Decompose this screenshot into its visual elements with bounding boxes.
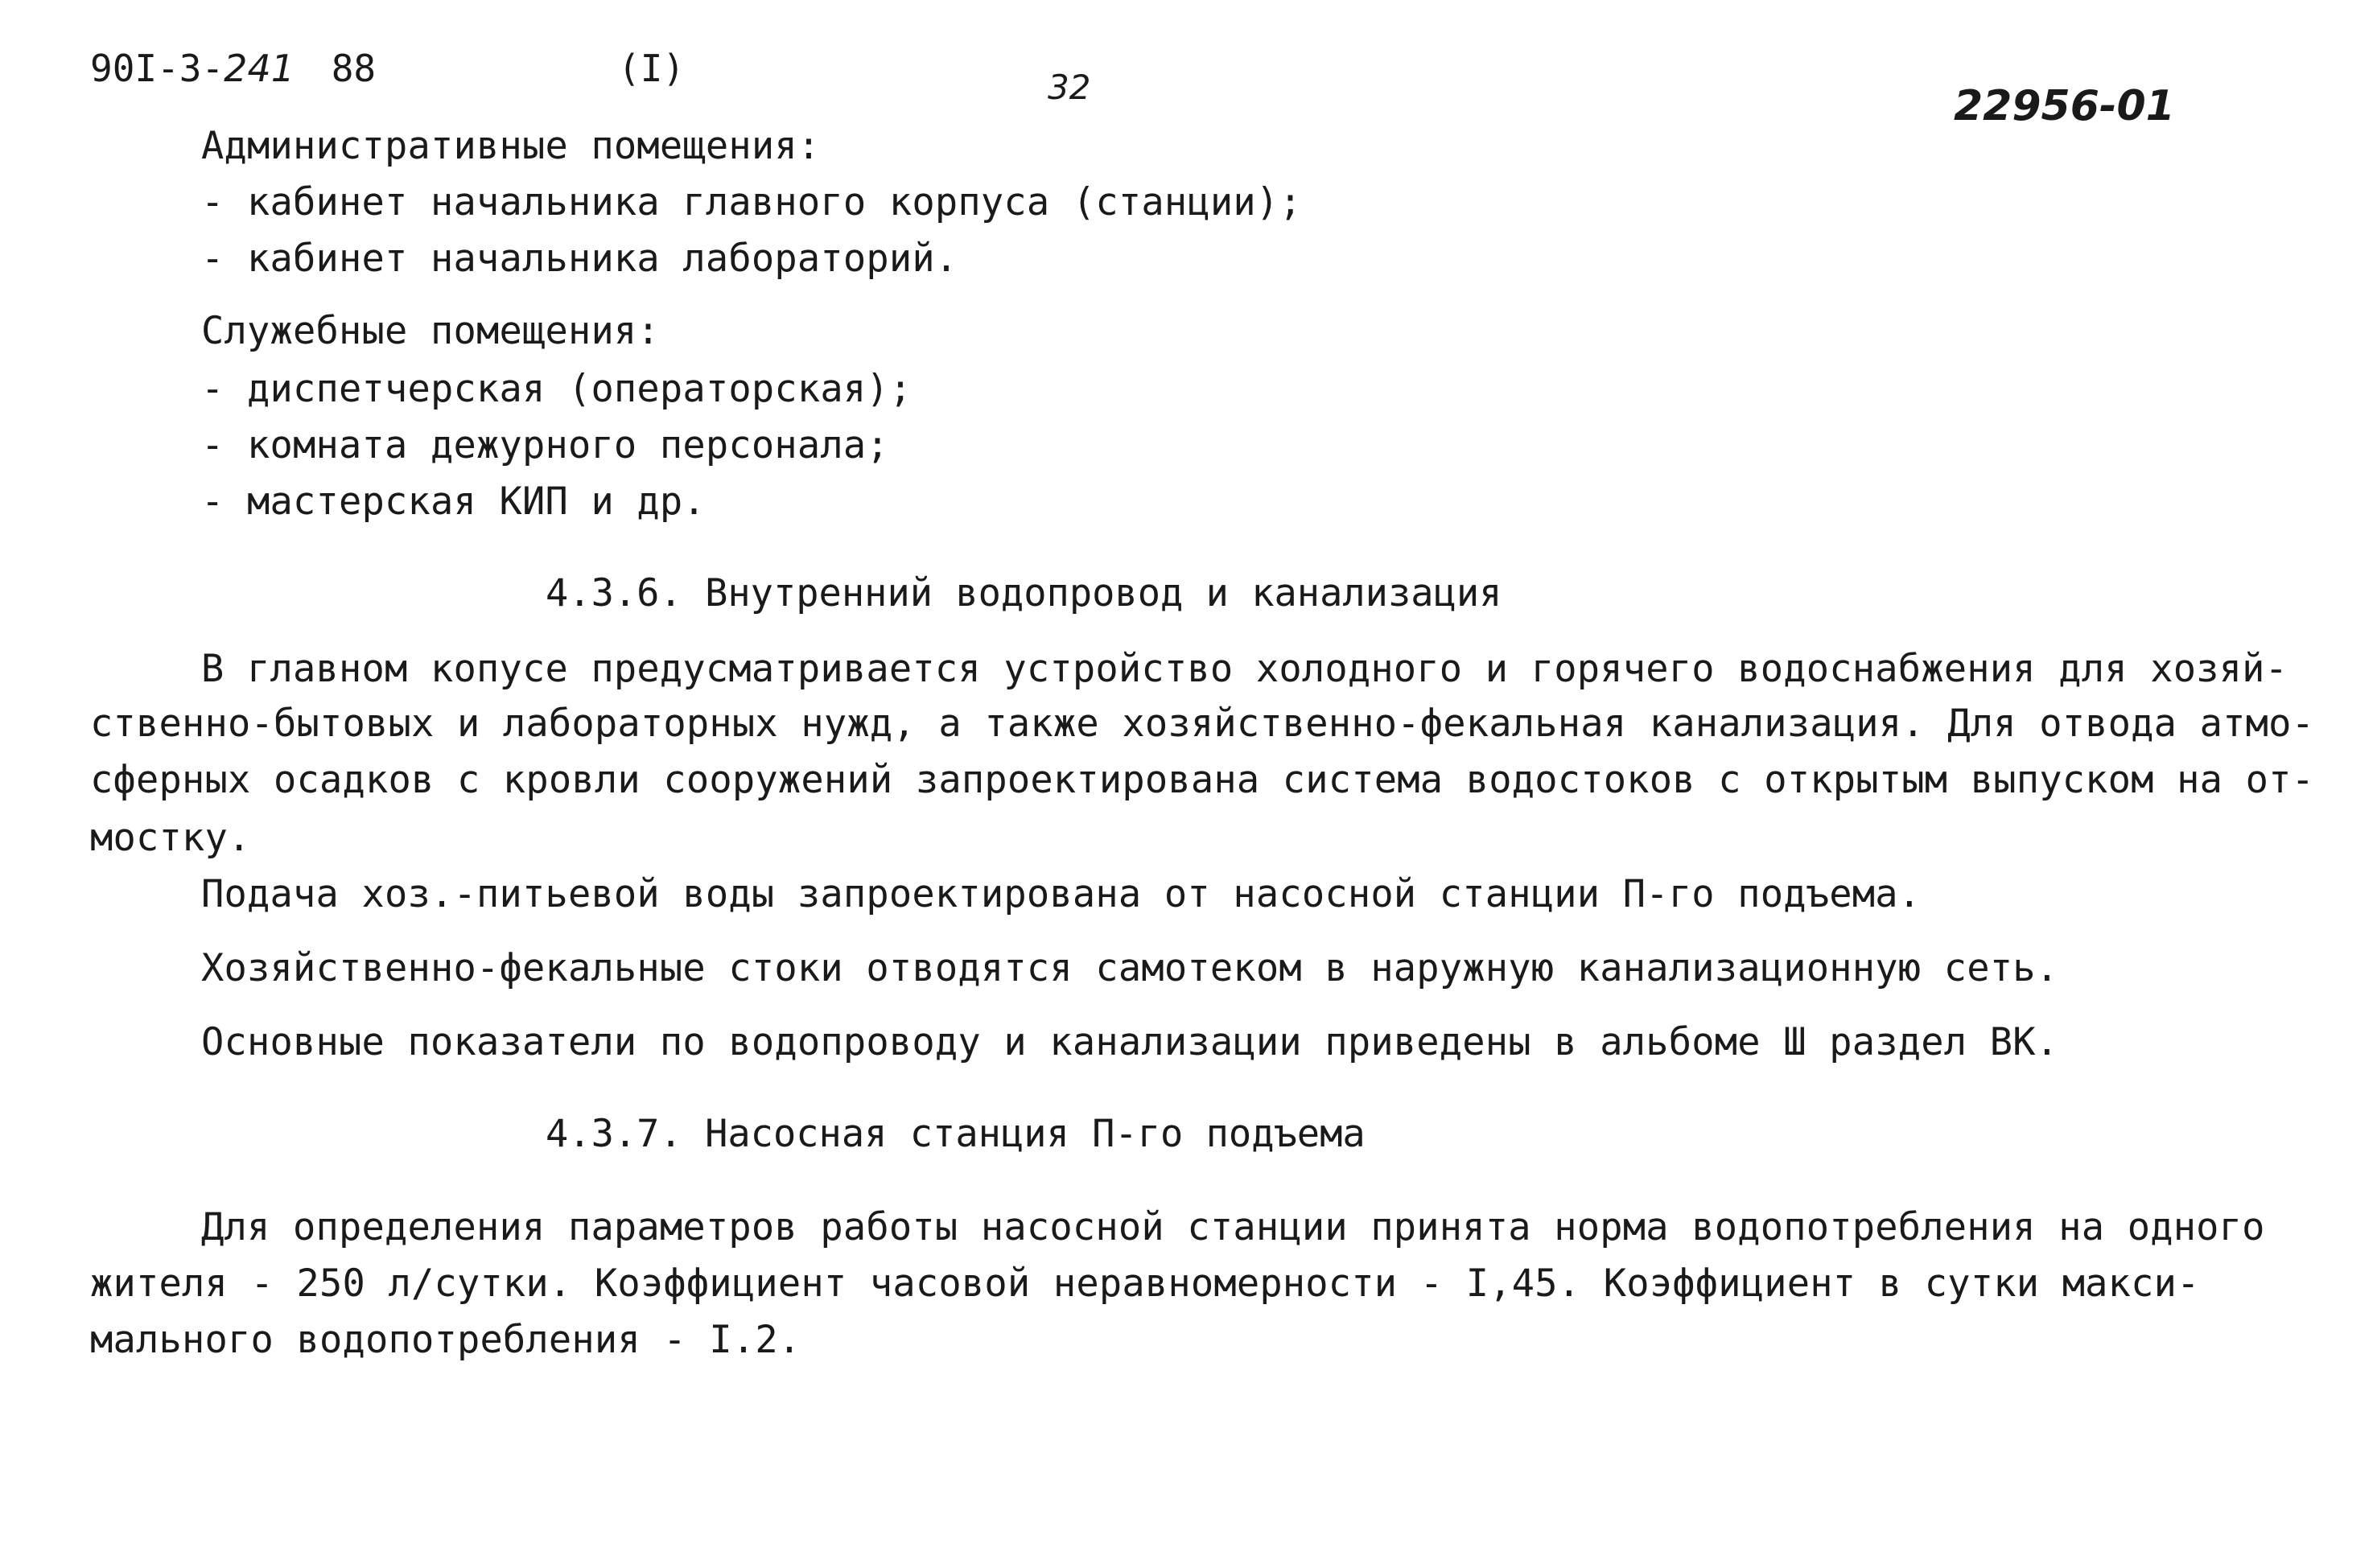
paragraph: Подача хоз.-питьевой воды запроектирована от насосной станции П-го подъема. [201, 872, 1922, 916]
service-room-item: - мастерская КИП и др. [201, 479, 706, 524]
paragraph-line: мостку. [90, 816, 251, 860]
section-heading-436: 4.3.6. Внутренний водопровод и канализация [546, 571, 1502, 615]
document-code [90, 47, 377, 90]
paragraph: Хозяйственно-фекальные стоки отводятся самотеком в наружную канализационную сеть. [201, 946, 2059, 990]
paragraph: Основные показатели по водопроводу и канализации приведены в альбоме Ш раздел ВК. [201, 1020, 2059, 1064]
service-room-item: - комната дежурного персонала; [201, 423, 889, 467]
document-code-printed: 90I-3- [90, 47, 225, 90]
paragraph-line: мального водопотребления - I.2. [90, 1318, 801, 1362]
admin-room-item: - кабинет начальника главного корпуса (станции); [201, 180, 1302, 224]
document-code-year: 88 [331, 47, 377, 90]
section-heading-437: 4.3.7. Насосная станция П-го подъема [546, 1112, 1366, 1156]
admin-rooms-title: Административные помещения: [201, 124, 821, 168]
page-number: 32 [1048, 68, 1091, 107]
admin-room-item: - кабинет начальника лабораторий. [201, 237, 958, 281]
paragraph-line: жителя - 250 л/сутки. Коэффициент часовой неравномерности - I,45. Коэффициент в сутки макси- [90, 1261, 2200, 1306]
document-number: 22956-01 [1954, 82, 2175, 130]
document-code-handwritten: 241 [224, 47, 295, 90]
paragraph-line: сферных осадков с кровли сооружений запроектирована система водостоков с открытым выпуском на от- [90, 758, 2315, 802]
paragraph-line: Для определения параметров работы насосной станции принята норма водопотребления на одного [201, 1205, 2265, 1249]
service-room-item: - диспетчерская (операторская); [201, 367, 912, 411]
document-part: (I) [618, 47, 686, 90]
paragraph-line: ственно-бытовых и лабораторных нужд, а также хозяйственно-фекальная канализация. Для отвода атмо- [90, 702, 2315, 746]
service-rooms-title: Служебные помещения: [201, 309, 660, 353]
paragraph-line: В главном копусе предусматривается устройство холодного и горячего водоснабжения для хозяй- [201, 647, 2288, 691]
